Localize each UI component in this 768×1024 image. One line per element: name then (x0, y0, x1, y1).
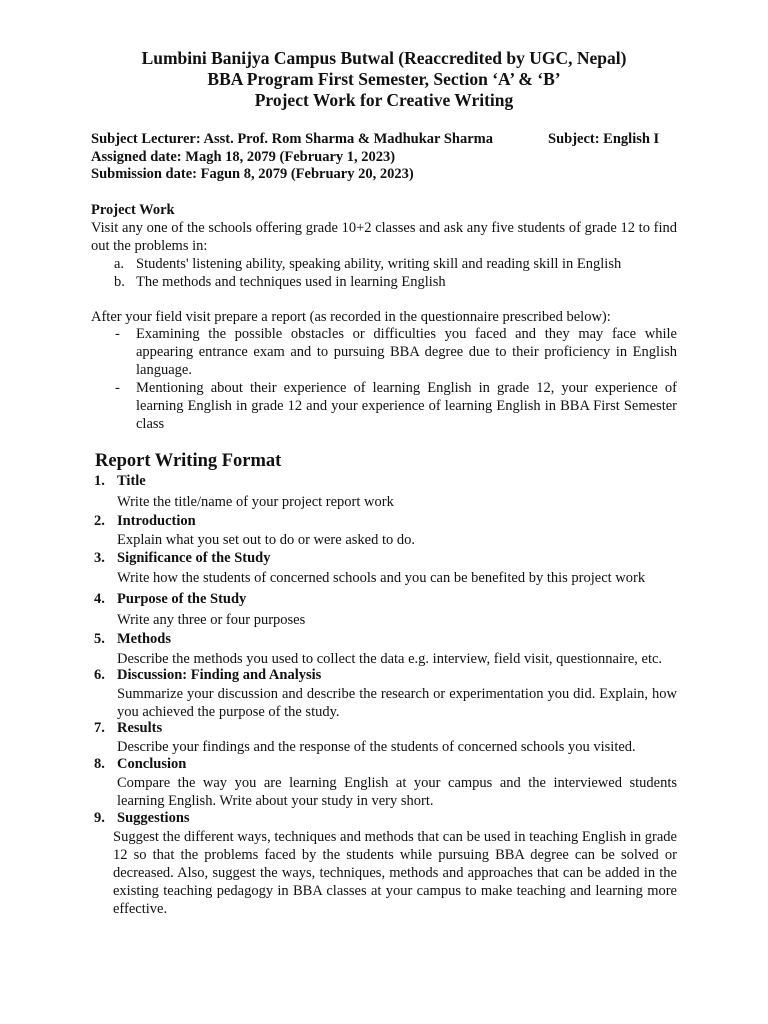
section-number: 2. (94, 513, 105, 529)
bullet-item-experience: Mentioning about their experience of learning English in grade 12, your experience of learning English in grade 12 and your experience of learning English in BBA First Semester class (136, 380, 677, 432)
section-number: 7. (94, 720, 105, 736)
project-work-heading: Project Work (91, 202, 175, 218)
section-text: Compare the way you are learning English at your campus and the interviewed students learning English. Write about your study in very short. (117, 775, 677, 809)
section-title: Methods (117, 631, 171, 647)
subject-lecturer: Subject Lecturer: Asst. Prof. Rom Sharma & Madhukar Sharma (91, 131, 493, 147)
bullet-marker-1: - (115, 326, 120, 342)
section-number: 4. (94, 591, 105, 607)
field-visit-instruction: After your field visit prepare a report (as recorded in the questionnaire prescribed below): (91, 309, 611, 325)
list-item-b: The methods and techniques used in learning English (136, 274, 446, 290)
section-text: Summarize your discussion and describe the research or experimentation you did. Explain, how you achieved the purpose of the study. (117, 686, 677, 720)
section-number: 5. (94, 631, 105, 647)
section-title: Suggestions (117, 810, 190, 826)
project-intro: Visit any one of the schools offering grade 10+2 classes and ask any five students of grade 12 to find out the problems in: (91, 220, 677, 254)
submission-date: Submission date: Fagun 8, 2079 (February 20, 2023) (91, 166, 414, 182)
section-title: Title (117, 473, 146, 489)
bullet-item-obstacles: Examining the possible obstacles or difficulties you faced and they may face while appearing entrance exam and to pursuing BBA degree due to their proficiency in English language. (136, 326, 677, 378)
assigned-date: Assigned date: Magh 18, 2079 (February 1, 2023) (91, 149, 396, 165)
section-text: Explain what you set out to do or were asked to do. (117, 532, 415, 548)
section-title: Discussion: Finding and Analysis (117, 667, 322, 683)
section-number: 1. (94, 473, 105, 489)
section-number: 8. (94, 756, 105, 772)
subject-name: Subject: English I (548, 131, 660, 147)
section-text: Suggest the different ways, techniques and methods that can be used in teaching English in grade 12 so that the problems faced by the students while pursuing BBA degree can be solved or decreased. Also, suggest the ways, techniques, methods and approaches that can be added in the existing teaching pedagogy in BBA classes at your campus to make teaching and learning more effective. (113, 829, 677, 917)
section-text: Write how the students of concerned schools and you can be benefited by this project work (117, 570, 646, 586)
section-number: 3. (94, 550, 105, 566)
section-title: Purpose of the Study (117, 591, 247, 607)
campus-title: Lumbini Banijya Campus Butwal (Reaccredited by UGC, Nepal) (141, 48, 627, 68)
section-number: 9. (94, 810, 105, 826)
report-format-heading: Report Writing Format (95, 451, 282, 471)
project-title: Project Work for Creative Writing (254, 90, 514, 110)
list-item-a: Students' listening ability, speaking ability, writing skill and reading skill in English (136, 256, 622, 272)
section-title: Conclusion (117, 756, 187, 772)
section-title: Results (117, 720, 163, 736)
section-text: Describe the methods you used to collect the data e.g. interview, field visit, questionnaire, etc. (117, 651, 663, 667)
section-number: 6. (94, 667, 105, 683)
bullet-marker-2: - (115, 380, 120, 396)
section-text: Write the title/name of your project report work (117, 494, 394, 510)
list-marker-a: a. (114, 256, 125, 272)
list-marker-b: b. (114, 274, 125, 290)
section-text: Write any three or four purposes (117, 612, 306, 628)
section-title: Significance of the Study (117, 550, 271, 566)
section-text: Describe your findings and the response of the students of concerned schools you visited. (117, 739, 636, 755)
program-title: BBA Program First Semester, Section ‘A’ & ‘B’ (207, 69, 561, 89)
section-title: Introduction (117, 513, 196, 529)
